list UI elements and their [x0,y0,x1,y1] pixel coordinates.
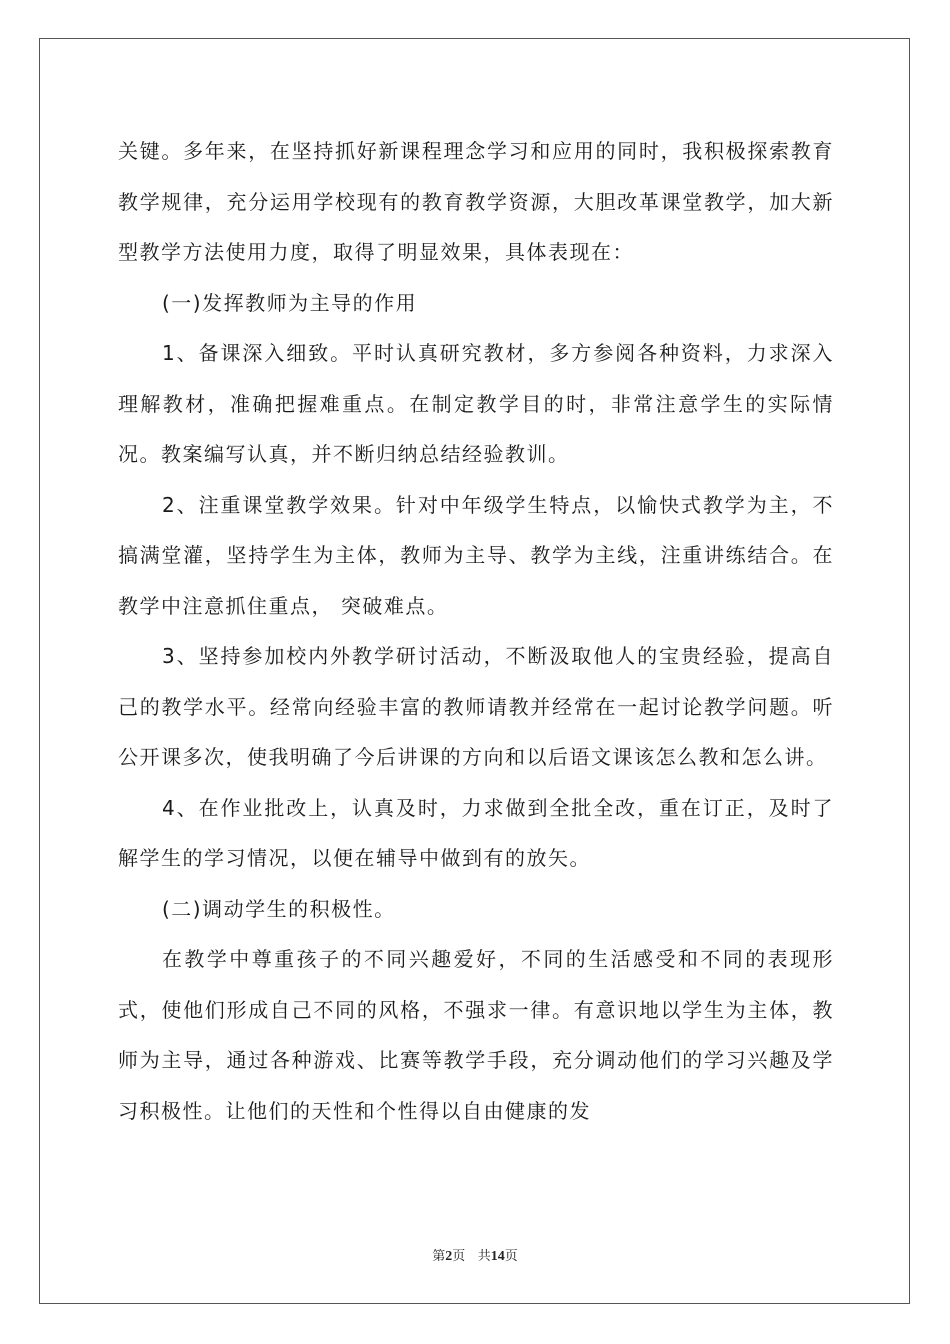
total-suffix: 页 [504,1249,518,1264]
paragraph: 4、在作业批改上，认真及时，力求做到全批全改，重在订正，及时了解学生的学习情况，以便在辅导中做到有的放矢。 [118,795,834,870]
paragraph: 3、坚持参加校内外教学研讨活动，不断汲取他人的宝贵经验，提高自己的教学水平。经常向经验丰富的教师请教并经常在一起讨论教学问题。听公开课多次，使我明确了今后讲课的方向和以后语文课该怎么教和怎么讲。 [118,644,834,769]
paragraph: 在教学中尊重孩子的不同兴趣爱好，不同的生活感受和不同的表现形式，使他们形成自己不同的风格，不强求一律。有意识地以学生为主体，教师为主导，通过各种游戏、比赛等教学手段，充分调动他们的学习兴趣及学习积极性。让他们的天性和个性得以自由健康的发 [118,947,834,1123]
paragraph: 1、备课深入细致。平时认真研究教材，多方参阅各种资料，力求深入理解教材，准确把握难重点。在制定教学目的时，非常注意学生的实际情况。教案编写认真，并不断归纳总结经验教训。 [118,341,834,466]
page-suffix: 页 [452,1249,466,1264]
paragraph: 关键。多年来，在坚持抓好新课程理念学习和应用的同时，我积极探索教育教学规律，充分运用学校现有的教育教学资源，大胆改革课堂教学，加大新型教学方法使用力度，取得了明显效果，具体表现在： [118,139,834,264]
section-heading: (一)发挥教师为主导的作用 [162,290,418,315]
total-pages: 14 [490,1249,505,1264]
page-prefix: 第 [432,1249,446,1264]
section-heading: (二)调动学生的积极性。 [162,896,396,921]
document-body [118,126,834,1136]
total-prefix: 共 [477,1249,491,1264]
page-number: 2 [445,1249,453,1264]
page-footer [0,1245,950,1265]
paragraph: 2、注重课堂教学效果。针对中年级学生特点，以愉快式教学为主，不搞满堂灌，坚持学生为主体，教师为主导、教学为主线，注重讲练结合。在教学中注意抓住重点， 突破难点。 [118,492,834,618]
